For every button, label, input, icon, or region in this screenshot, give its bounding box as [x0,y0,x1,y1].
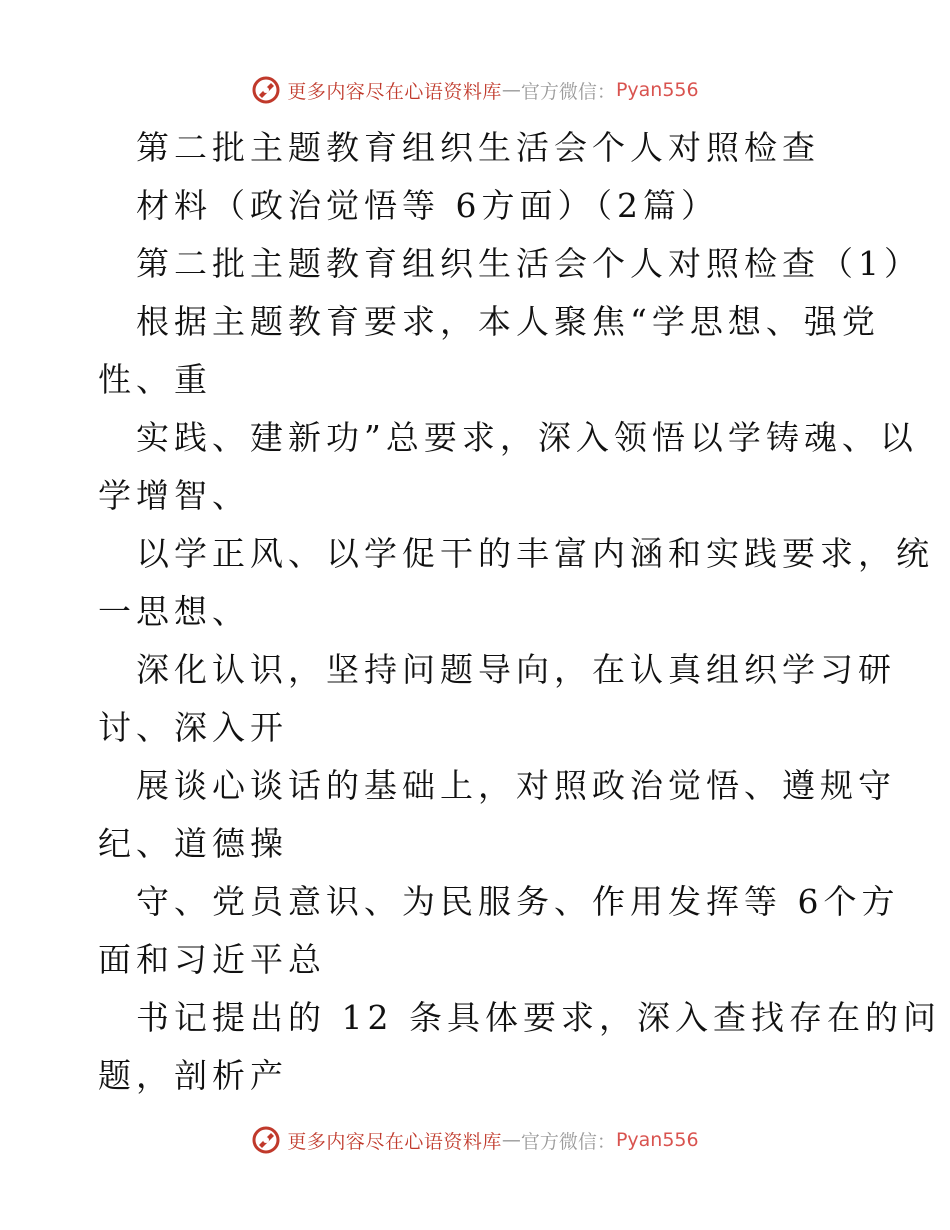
body-line: 讨、深入开 [98,708,288,747]
title-line-1: 第二批主题教育组织生活会个人对照检查 [136,128,820,167]
watermark-id: Pyan556 [615,1129,699,1151]
watermark-dash: — [501,79,521,101]
footer-watermark [0,1120,950,1160]
watermark-brand: 更多内容尽在心语资料库 [287,1130,502,1153]
body-line: 性、重 [98,360,212,399]
body-line: 一思想、 [98,592,250,631]
watermark-id: Pyan556 [615,79,699,101]
body-line: 深化认识，坚持问题导向，在认真组织学习研 [136,650,896,689]
body-line: 展谈心谈话的基础上，对照政治觉悟、遵规守 [136,766,896,805]
body-line: 以学正风、以学促干的丰富内涵和实践要求，统 [136,534,934,573]
brand-logo-icon [251,75,281,105]
body-line: 守、党员意识、为民服务、作用发挥等 6个方 [136,882,900,921]
watermark-dash: — [501,1129,521,1151]
watermark-brand: 更多内容尽在心语资料库 [287,80,502,103]
watermark-label: 官方微信： [520,1130,616,1153]
body-line: 实践、建新功”总要求，深入领悟以学铸魂、以 [136,418,918,457]
body-line: 根据主题教育要求，本人聚焦“学思想、强党 [136,302,880,341]
body-line: 学增智、 [98,476,250,515]
body-line: 书记提出的 12 条具体要求，深入查找存在的问 [136,998,941,1037]
watermark-label: 官方微信： [520,80,616,103]
body-line: 纪、道德操 [98,824,288,863]
title-line-2: 材料（政治觉悟等 6方面）（2篇） [136,186,719,225]
brand-logo-icon [251,1125,281,1155]
subtitle: 第二批主题教育组织生活会个人对照检查（1） [136,244,922,283]
body-line: 面和习近平总 [98,940,326,979]
body-line: 题，剖析产 [98,1056,288,1095]
header-watermark [0,70,950,110]
